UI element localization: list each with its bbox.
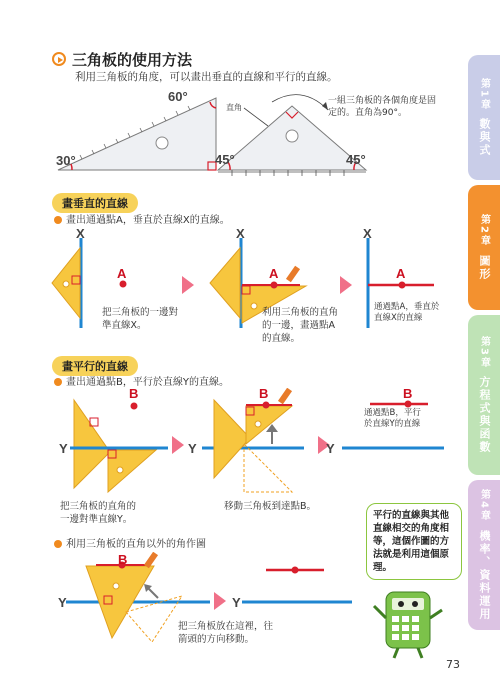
perp-step3-point-label: A (396, 266, 406, 281)
triangle-angle-note: 一組三角板的各個角度是固定的。直角為90°。 (328, 96, 437, 118)
parallel-step2-line-label: Y (188, 441, 197, 456)
parallel-step1-point-label: B (129, 386, 139, 401)
parallel-step2-point-label: B (259, 386, 269, 401)
tab-chapter-4[interactable]: 第4章 機率、資料運用 (468, 480, 500, 630)
parallel-step1-line-label: Y (59, 441, 68, 456)
right-angle-label: 直角 (226, 103, 242, 112)
page-subtitle: 利用三角板的角度，可以畫出垂直的直線和平行的直線。 (75, 71, 338, 83)
tab-chapter-2[interactable]: 第2章 圖形 (468, 185, 500, 310)
perp-step2-line-label: X (236, 226, 245, 241)
bullet-icon (54, 378, 62, 386)
section-perpendicular-task: 畫出通過點A，垂直於直線X的直線。 (54, 214, 230, 227)
parallel-step1-caption: 把三角板的直角的一邊對準直線Y。 (60, 501, 137, 525)
other-angle-line-label: Y (58, 595, 67, 610)
section-other-angle-task: 利用三角板的直角以外的角作圖 (54, 538, 206, 551)
page-title: 三角板的使用方法 (72, 51, 193, 69)
principle-note-text: 平行的直線與其他直線相交的角度相等，這個作圖的方法就是利用這個原理。 (373, 510, 450, 573)
perp-step1-line-label: X (76, 226, 85, 241)
step-arrow-icon (214, 592, 226, 610)
other-angle-point-label: B (118, 552, 128, 567)
angle-45-right-label: 45° (346, 152, 366, 167)
perp-step2-point-label: A (269, 266, 279, 281)
section-parallel-heading: 畫平行的直線 (52, 356, 138, 376)
parallel-step3-point-label: B (403, 386, 413, 401)
perp-step2-caption: 利用三角板的直角的一邊，畫過點A的直線。 (262, 307, 339, 344)
tab-chapter-1[interactable]: 第1章 數與式 (468, 55, 500, 180)
title-icon (52, 52, 66, 66)
other-angle-result-diagram (240, 552, 360, 612)
parallel-step3-line-label: Y (326, 441, 335, 456)
section-perpendicular-heading: 畫垂直的直線 (52, 193, 138, 213)
perp-step3-line-label: X (363, 226, 372, 241)
parallel-step2-caption: 移動三角板到達點B。 (224, 501, 317, 512)
parallel-step1-diagram (60, 388, 180, 498)
step-arrow-icon (172, 436, 184, 454)
other-angle-caption: 把三角板放在這裡，往箭頭的方向移動。 (178, 621, 274, 645)
parallel-step3-caption: 通過點B，平行於直線Y的直線 (364, 408, 421, 429)
parallel-step3-diagram (340, 388, 450, 498)
step-arrow-icon (340, 276, 352, 294)
tab-chapter-3[interactable]: 第3章 方程式與函數 (468, 315, 500, 475)
perp-step1-point-label: A (117, 266, 127, 281)
other-angle-result-line-label: Y (232, 595, 241, 610)
section-parallel-task: 畫出通過點B，平行於直線Y的直線。 (54, 376, 229, 389)
bullet-icon (54, 540, 62, 548)
step-arrow-icon (182, 276, 194, 294)
parallel-step2-diagram (200, 388, 310, 498)
bullet-icon (54, 216, 62, 224)
perp-step3-caption: 通過點A，垂直於直線X的直線 (374, 302, 440, 323)
angle-30-label: 30° (56, 153, 76, 168)
page-number: 73 (446, 658, 460, 671)
angle-60-label: 60° (168, 89, 188, 104)
perp-step1-caption: 把三角板的一邊對準直線X。 (102, 307, 179, 331)
calculator-mascot-icon (368, 582, 448, 662)
triangle-30-60-diagram (50, 88, 230, 180)
angle-45-left-label: 45° (215, 152, 235, 167)
principle-note (366, 503, 462, 580)
